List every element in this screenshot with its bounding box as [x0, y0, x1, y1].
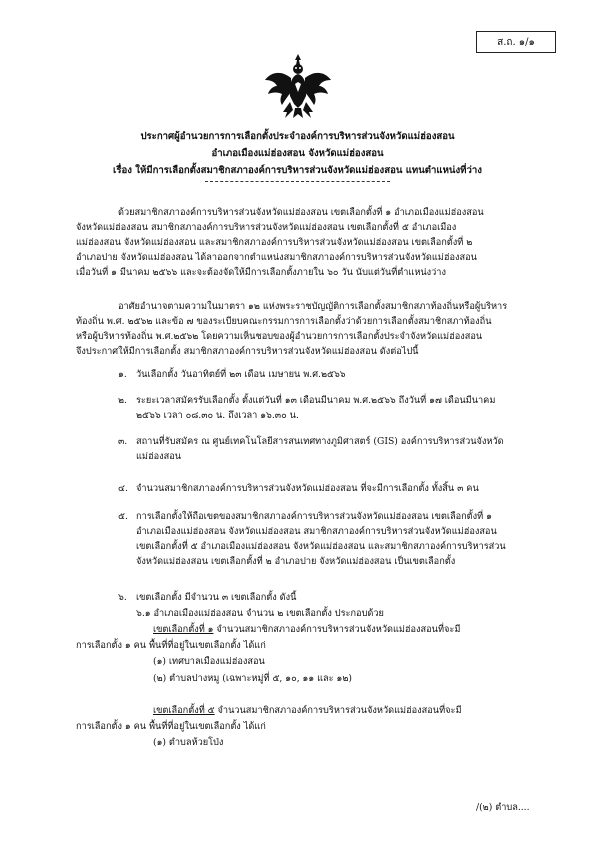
item-number: ๕.: [118, 511, 128, 522]
item-number: ๑.: [118, 369, 127, 380]
title-divider: [205, 181, 390, 182]
announcement-subject: เรื่อง ให้มีการเลือกตั้งสมาชิกสภาองค์การบริหารส่วนจังหวัดแม่ฮ่องสอน แทนตำแหน่งที่ว่าง: [113, 165, 482, 176]
authority-paragraph: อาศัยอำนาจตามความในมาตรา ๑๒ แห่งพระราชบัญญัติการเลือกตั้งสมาชิกสภาท้องถิ่นหรือผู้บริหาร ท้องถิ่น พ.ศ. ๒๕๖๒ และข้อ ๗ ของระเบียบคณะกรรมการการเลือกตั้งว่าด้วยการเลือกตั้งสมาชิกสภาท้องถิ่น หรือผู้บริหารท้องถิ่น พ.ศ.๒๕๖๒ โดยความเห็นชอบของผู้อำนวยการการเลือกตั้งประจำจังหวัดแม่ฮ่องสอน จึงประกาศให้มีการเลือกตั้ง สมาชิกสภาองค์การบริหารส่วนจังหวัดแม่ฮ่องสอน ดังต่อไปนี้: [76, 301, 508, 357]
list-item-member-count: จำนวนสมาชิกสภาองค์การบริหารส่วนจังหวัดแม่ฮ่องสอน ที่จะมีการเลือกตั้ง ทั้งสิ้น ๓ คน: [136, 483, 479, 494]
sub-item-6-1: ๖.๑ อำเภอเมืองแม่ฮ่องสอน จำนวน ๒ เขตเลือกตั้ง ประกอบด้วย: [136, 608, 384, 619]
page-continuation: /(๒) ตำบล....: [476, 802, 530, 813]
garuda-emblem-icon: [263, 52, 333, 120]
item-number: ๖.: [118, 592, 127, 603]
item-number: ๓.: [118, 436, 128, 447]
item-number: ๒.: [118, 395, 127, 406]
list-item-election-date: วันเลือกตั้ง วันอาทิตย์ที่ ๒๓ เดือน เมษายน พ.ศ.๒๕๖๖: [136, 369, 346, 380]
zone-1-areas: [153, 654, 352, 686]
list-item: (๑) เทศบาลเมืองแม่ฮ่องสอน: [153, 656, 265, 667]
list-item: (๑) ตำบลห้วยโป่ง: [153, 737, 224, 748]
zone-5-areas: [153, 735, 223, 750]
list-item-electoral-districts: การเลือกตั้งให้ถือเขตของสมาชิกสภาองค์การบริหารส่วนจังหวัดแม่ฮ่องสอน เขตเลือกตั้งที่ ๑ อำเภอเมืองแม่ฮ่องสอน จังหวัดแม่ฮ่องสอน สมาชิกสภาองค์การบริหารส่วนจังหวัดแม่ฮ่องสอน เขตเลือกตั้งที่ ๕ อำเภอเมืองแม่ฮ่องสอน จังหวัดแม่ฮ่องสอน และสมาชิกสภาองค์การบริหารส่วน จังหวัดแม่ฮ่องสอน เขตเลือกตั้งที่ ๒ อำเภอปาย จังหวัดแม่ฮ่องสอน เป็นเขตเลือกตั้ง: [136, 511, 506, 567]
list-item-district-count: เขตเลือกตั้ง มีจำนวน ๓ เขตเลือกตั้ง ดังนี้: [136, 592, 297, 603]
item-number: ๔.: [118, 483, 128, 494]
zone-1-count-line: การเลือกตั้ง ๑ คน พื้นที่ที่อยู่ในเขตเลือกตั้ง ได้แก่: [76, 640, 266, 651]
zone-1-label: เขตเลือกตั้งที่ ๑: [153, 624, 214, 635]
zone-5-label: เขตเลือกตั้งที่ ๕: [153, 705, 215, 716]
list-item-application-place: สถานที่รับสมัคร ณ ศูนย์เทคโนโลยีสารสนเทศทางภูมิศาสตร์ (GIS) องค์การบริหารส่วนจังหวัด แม่ฮ่องสอน: [136, 436, 504, 462]
announcement-title: ประกาศผู้อำนวยการการเลือกตั้งประจำองค์การบริหารส่วนจังหวัดแม่ฮ่องสอน: [140, 131, 455, 142]
form-code-box: ส.ถ. ๑/๑: [476, 31, 556, 53]
zone-5-heading: เขตเลือกตั้งที่ ๕ จำนวนสมาชิกสภาองค์การบริหารส่วนจังหวัดแม่ฮ่องสอนที่จะมี: [153, 705, 462, 716]
list-item: (๒) ตำบลปางหมู (เฉพาะหมู่ที่ ๕, ๑๐, ๑๑ และ ๑๒): [153, 673, 353, 684]
list-item-application-period: ระยะเวลาสมัครรับเลือกตั้ง ตั้งแต่วันที่ ๑๓ เดือนมีนาคม พ.ศ.๒๕๖๖ ถึงวันที่ ๑๗ เดือนมีนาคม ๒๕๖๖ เวลา ๐๘.๓๐ น. ถึงเวลา ๑๖.๓๐ น.: [136, 395, 496, 421]
intro-paragraph: ด้วยสมาชิกสภาองค์การบริหารส่วนจังหวัดแม่ฮ่องสอน เขตเลือกตั้งที่ ๑ อำเภอเมืองแม่ฮ่องสอน จังหวัดแม่ฮ่องสอน สมาชิกสภาองค์การบริหารส่วนจังหวัดแม่ฮ่องสอน เขตเลือกตั้งที่ ๕ อำเภอเมือง แม่ฮ่องสอน จังหวัดแม่ฮ่องสอน และสมาชิกสภาองค์การบริหารส่วนจังหวัดแม่ฮ่องสอน เขตเลือกตั้งที่ ๒ อำเภอปาย จังหวัดแม่ฮ่องสอน ได้ลาออกจากตำแหน่งสมาชิกสภาองค์การบริหารส่วนจังหวัดแม่ฮ่องสอน เมื่อวันที่ ๑ มีนาคม ๒๕๖๖ และจะต้องจัดให้มีการเลือกตั้งภายใน ๖๐ วัน นับแต่วันที่ตำแหน่งว่าง: [76, 207, 484, 278]
zone-1-heading: เขตเลือกตั้งที่ ๑ จำนวนสมาชิกสภาองค์การบริหารส่วนจังหวัดแม่ฮ่องสอนที่จะมี: [153, 624, 461, 635]
zone-5-count-line: การเลือกตั้ง ๑ คน พื้นที่ที่อยู่ในเขตเลือกตั้ง ได้แก่: [76, 721, 266, 732]
announcement-subtitle: อำเภอเมืองแม่ฮ่องสอน จังหวัดแม่ฮ่องสอน: [211, 148, 384, 159]
